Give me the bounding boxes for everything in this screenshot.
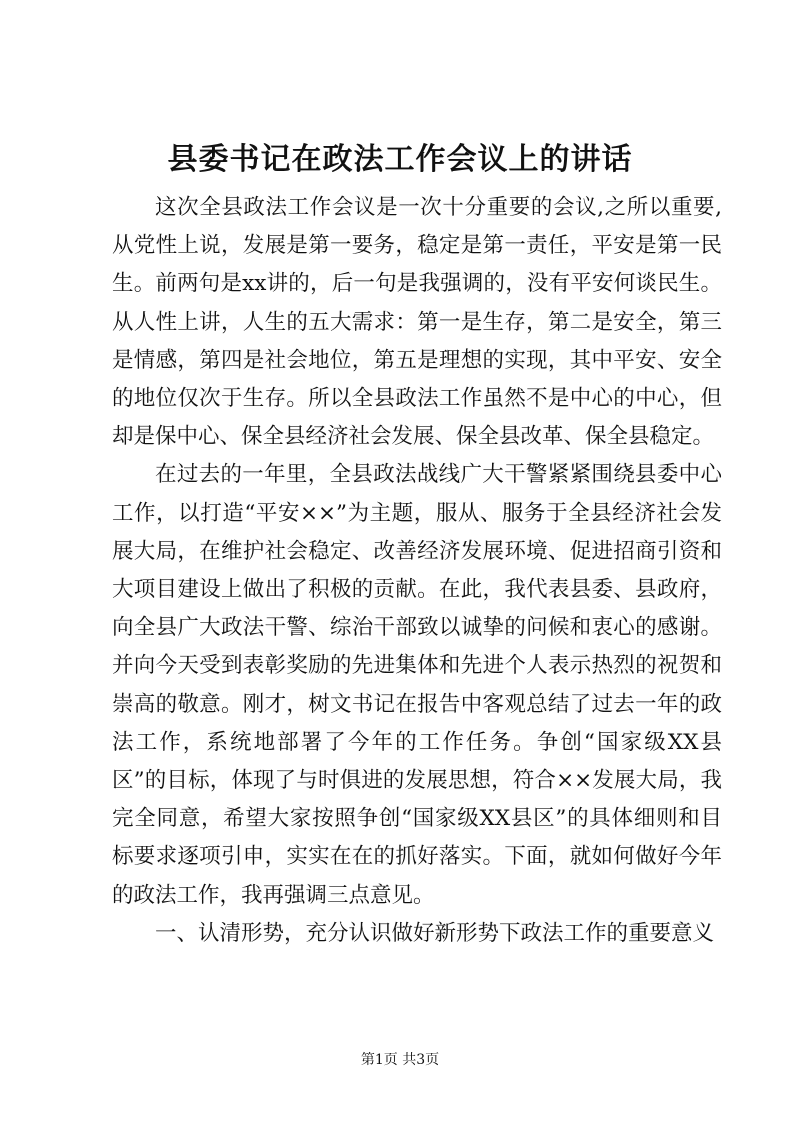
paragraph-review: 在过去的一年里，全县政法战线广大干警紧紧围绕县委中心工作，以打造“平安××”为主题，服从、服务于全县经济社会发展大局，在维护社会稳定、改善经济发展环境、促进招商引资和大项目建设上做出了积极的贡献。在此，我代表县委、县政府，向全县广大政法干警、综治干部致以诚挚的问候和衷心的感谢。并向今天受到表彰奖励的先进集体和先进个人表示热烈的祝贺和崇高的敬意。刚才，树文书记在报告中客观总结了过去一年的政法工作，系统地部署了今年的工作任务。争创“国家级XX县区”的目标，体现了与时俱进的发展思想，符合××发展大局，我完全同意，希望大家按照争创“国家级XX县区”的具体细则和目标要求逐项引申，实实在在的抓好落实。下面，就如何做好今年的政法工作，我再强调三点意见。	[112, 462, 722, 908]
document-body	[112, 189, 722, 953]
page-title: 县委书记在政法工作会议上的讲话	[167, 142, 633, 177]
page-footer: 第1页 共3页	[360, 1052, 440, 1068]
paragraph-intro: 这次全县政法工作会议是一次十分重要的会议,之所以重要,从党性上说，发展是第一要务，稳定是第一责任，平安是第一民生。前两句是xx讲的，后一句是我强调的，没有平安何谈民生。从人性上讲，人生的五大需求：第一是生存，第二是安全，第三是情感，第四是社会地位，第五是理想的实现，其中平安、安全的地位仅次于生存。所以全县政法工作虽然不是中心的中心，但却是保中心、保全县经济社会发展、保全县改革、保全县稳定。	[112, 195, 722, 450]
section-heading-1: 一、认清形势，充分认识做好新形势下政法工作的重要意义	[155, 920, 715, 946]
